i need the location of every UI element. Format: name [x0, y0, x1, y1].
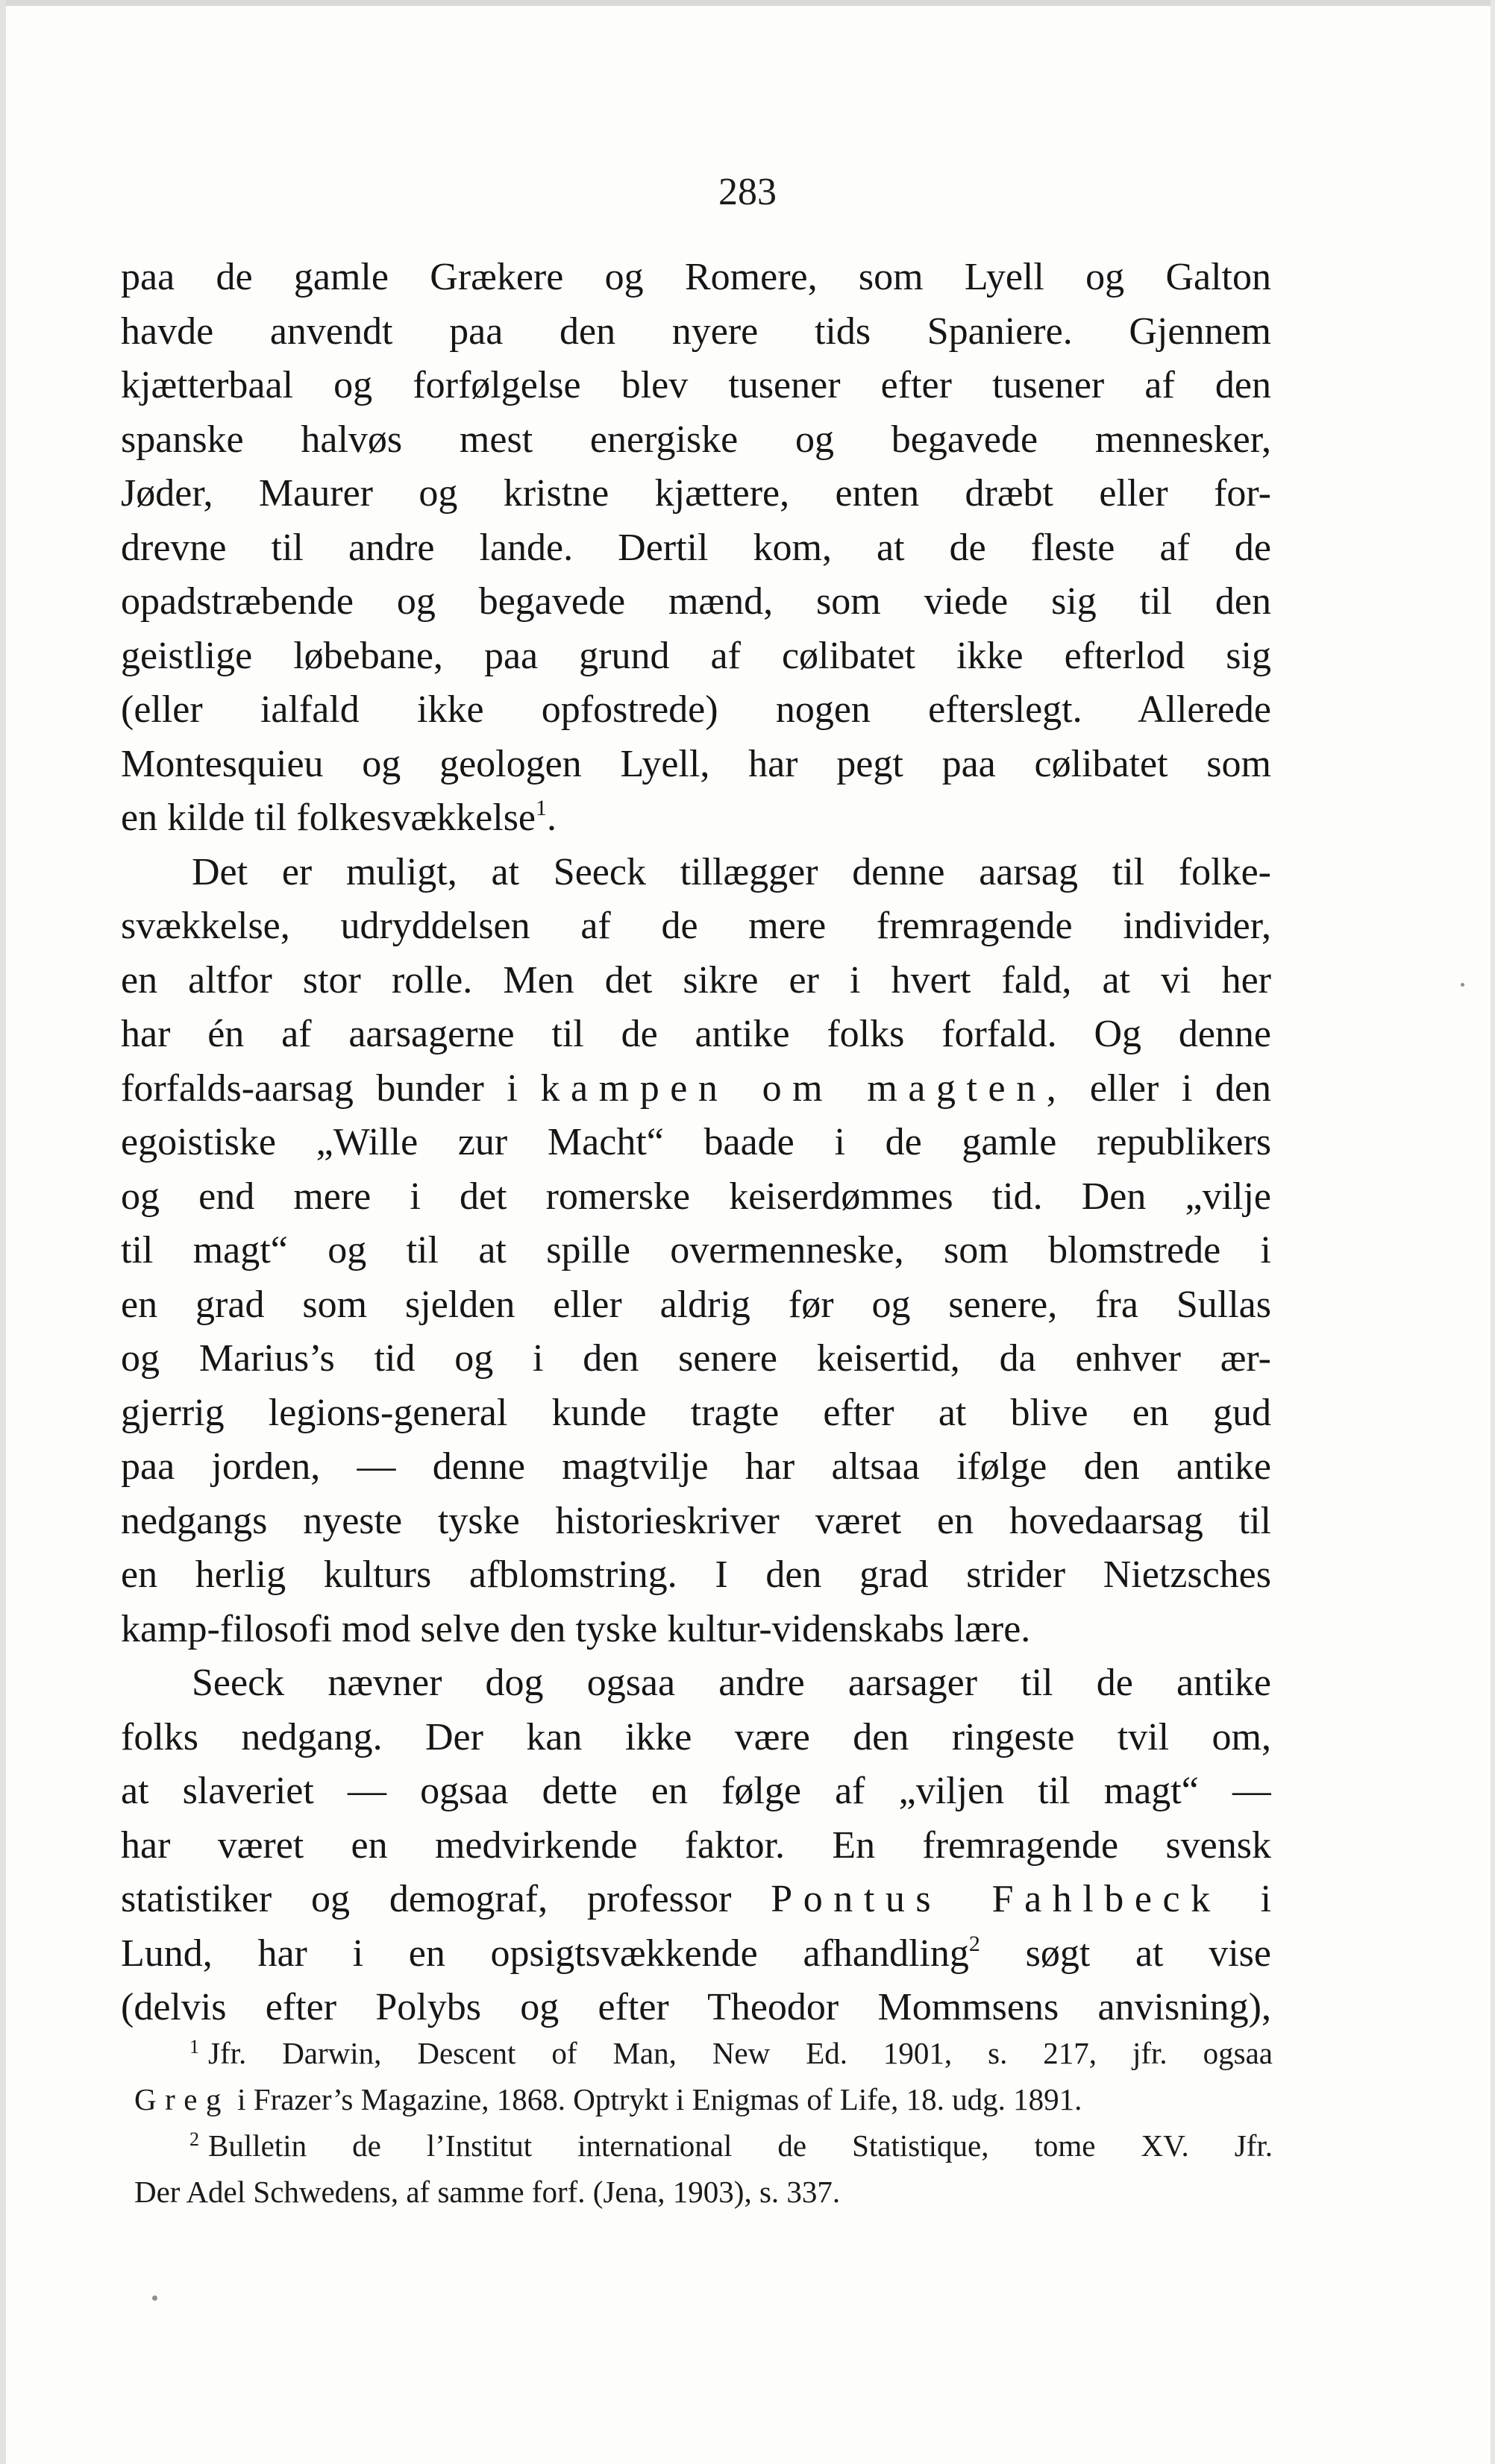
text-line: nedgangs nyeste tyske historieskriver været en hovedaarsag til — [121, 1499, 1271, 1542]
text-line: at slaveriet — ogsaa dette en følge af „viljen til magt“ — — [121, 1770, 1271, 1812]
footnote-2-line: Der Adel Schwedens, af samme forf. (Jena, 1903), s. 337. — [134, 2175, 841, 2209]
text-line: havde anvendt paa den nyere tids Spaniere. Gjennem — [121, 309, 1271, 353]
text-line — [121, 1062, 1271, 1116]
scan-edge-left — [0, 0, 6, 2464]
text-line: paa de gamle Grækere og Romere, som Lyell og Galton — [121, 256, 1271, 298]
text-line: kjætterbaal og forfølgelse blev tusener efter tusener af den — [121, 364, 1271, 406]
spaced-emphasis: Greg — [134, 2082, 230, 2116]
text-fragment: Lund, har i en opsigtsvækkende afhandling — [121, 1932, 969, 1975]
text-line: Det er muligt, at Seeck tillægger denne aarsag til folke- — [192, 850, 1271, 893]
paragraph-2 — [121, 846, 1271, 1657]
text-line: Montesquieu og geologen Lyell, har pegt paa cølibatet som — [121, 742, 1271, 785]
text-line: drevne til andre lande. Dertil kom, at de fleste af de — [121, 526, 1271, 569]
text-line: Jøder, Maurer og kristne kjættere, enten dræbt eller for- — [121, 472, 1271, 515]
text-fragment: . — [547, 796, 557, 839]
text-line: egoistiske „Wille zur Macht“ baade i de gamle republikers — [121, 1121, 1271, 1163]
footnote-2-line — [134, 2122, 1273, 2169]
text-line: svækkelse, udryddelsen af de mere fremragende individer, — [121, 905, 1271, 947]
text-fragment: søgt at vise — [1025, 1932, 1271, 1975]
text-fragment: en kilde til folkesvækkelse — [121, 796, 536, 839]
spaced-emphasis: kampen om magten, — [540, 1066, 1068, 1110]
text-fragment: i Frazer’s Magazine, 1868. Optrykt i Enigmas of Life, 18. udg. 1891. — [237, 2082, 1082, 2116]
text-line: og Marius’s tid og i den senere keisertid, da enhver ær- — [121, 1337, 1271, 1380]
body-text — [121, 251, 1271, 2035]
footnotes — [134, 2030, 1273, 2215]
paragraph-1 — [121, 251, 1271, 846]
text-line: (delvis efter Polybs og efter Theodor Mommsens anvisning), — [121, 1986, 1271, 2028]
footnote-reference: 2 — [968, 1931, 980, 1956]
text-line: en altfor stor rolle. Men det sikre er i hvert fald, at vi her — [121, 958, 1271, 1002]
text-line: og end mere i det romerske keiserdømmes tid. Den „vilje — [121, 1175, 1271, 1218]
text-line: en herlig kulturs afblomstring. I den grad strider Nietzsches — [121, 1553, 1271, 1596]
text-fragment: forfalds-aarsag bunder i — [121, 1066, 518, 1110]
text-line — [121, 791, 1271, 846]
scan-speck — [1461, 983, 1464, 987]
text-line: kamp-filosofi mod selve den tyske kultur-videnskabs lære. — [121, 1607, 1031, 1650]
paragraph-3 — [121, 1656, 1271, 2035]
footnote-1-mark: 1 — [189, 2036, 199, 2058]
text-line: (eller ialfald ikke opfostrede) nogen efterslegt. Allerede — [121, 688, 1271, 731]
text-line: gjerrig legions-general kunde tragte efter at blive en gud — [121, 1391, 1271, 1434]
text-fragment: statistiker og demograf, professor — [121, 1878, 732, 1920]
text-line: har været en medvirkende faktor. En fremragende svensk — [121, 1823, 1271, 1867]
text-line: geistlige løbebane, paa grund af cølibatet ikke efterlod sig — [121, 634, 1271, 677]
text-line: en grad som sjelden eller aldrig før og senere, fra Sullas — [121, 1283, 1271, 1326]
text-line: har én af aarsagerne til de antike folks forfald. Og denne — [121, 1013, 1271, 1055]
scan-edge-top — [0, 0, 1495, 6]
scan-edge-right — [1491, 0, 1495, 2464]
page-number: 283 — [718, 171, 777, 213]
footnote-1-line — [134, 2030, 1273, 2076]
text-fragment: Jfr. Darwin, Descent of Man, New Ed. 1901, s. 217, jfr. ogsaa — [208, 2036, 1273, 2070]
text-line: paa jorden, — denne magtvilje har altsaa ifølge den antike — [121, 1445, 1271, 1488]
footnote-2-mark: 2 — [189, 2128, 199, 2150]
text-line: opadstræbende og begavede mænd, som viede sig til den — [121, 580, 1271, 623]
footnote-reference: 1 — [536, 796, 548, 820]
spaced-emphasis: Pontus Fahlbeck — [771, 1878, 1221, 1920]
text-fragment: eller i den — [1089, 1066, 1271, 1110]
text-line: spanske halvøs mest energiske og begavede mennesker, — [121, 418, 1271, 461]
text-line: folks nedgang. Der kan ikke være den ringeste tvil om, — [121, 1715, 1271, 1759]
text-fragment: Bulletin de l’Institut international de Statistique, tome XV. Jfr. — [208, 2128, 1273, 2163]
footnote-1-line — [134, 2076, 1273, 2122]
text-line — [121, 1873, 1271, 1927]
scan-speck — [152, 2295, 157, 2301]
text-line: til magt“ og til at spille overmenneske, som blomstrede i — [121, 1229, 1271, 1272]
text-line — [121, 1927, 1271, 1981]
text-fragment: i — [1260, 1878, 1271, 1920]
text-line: Seeck nævner dog ogsaa andre aarsager til de antike — [192, 1662, 1271, 1704]
